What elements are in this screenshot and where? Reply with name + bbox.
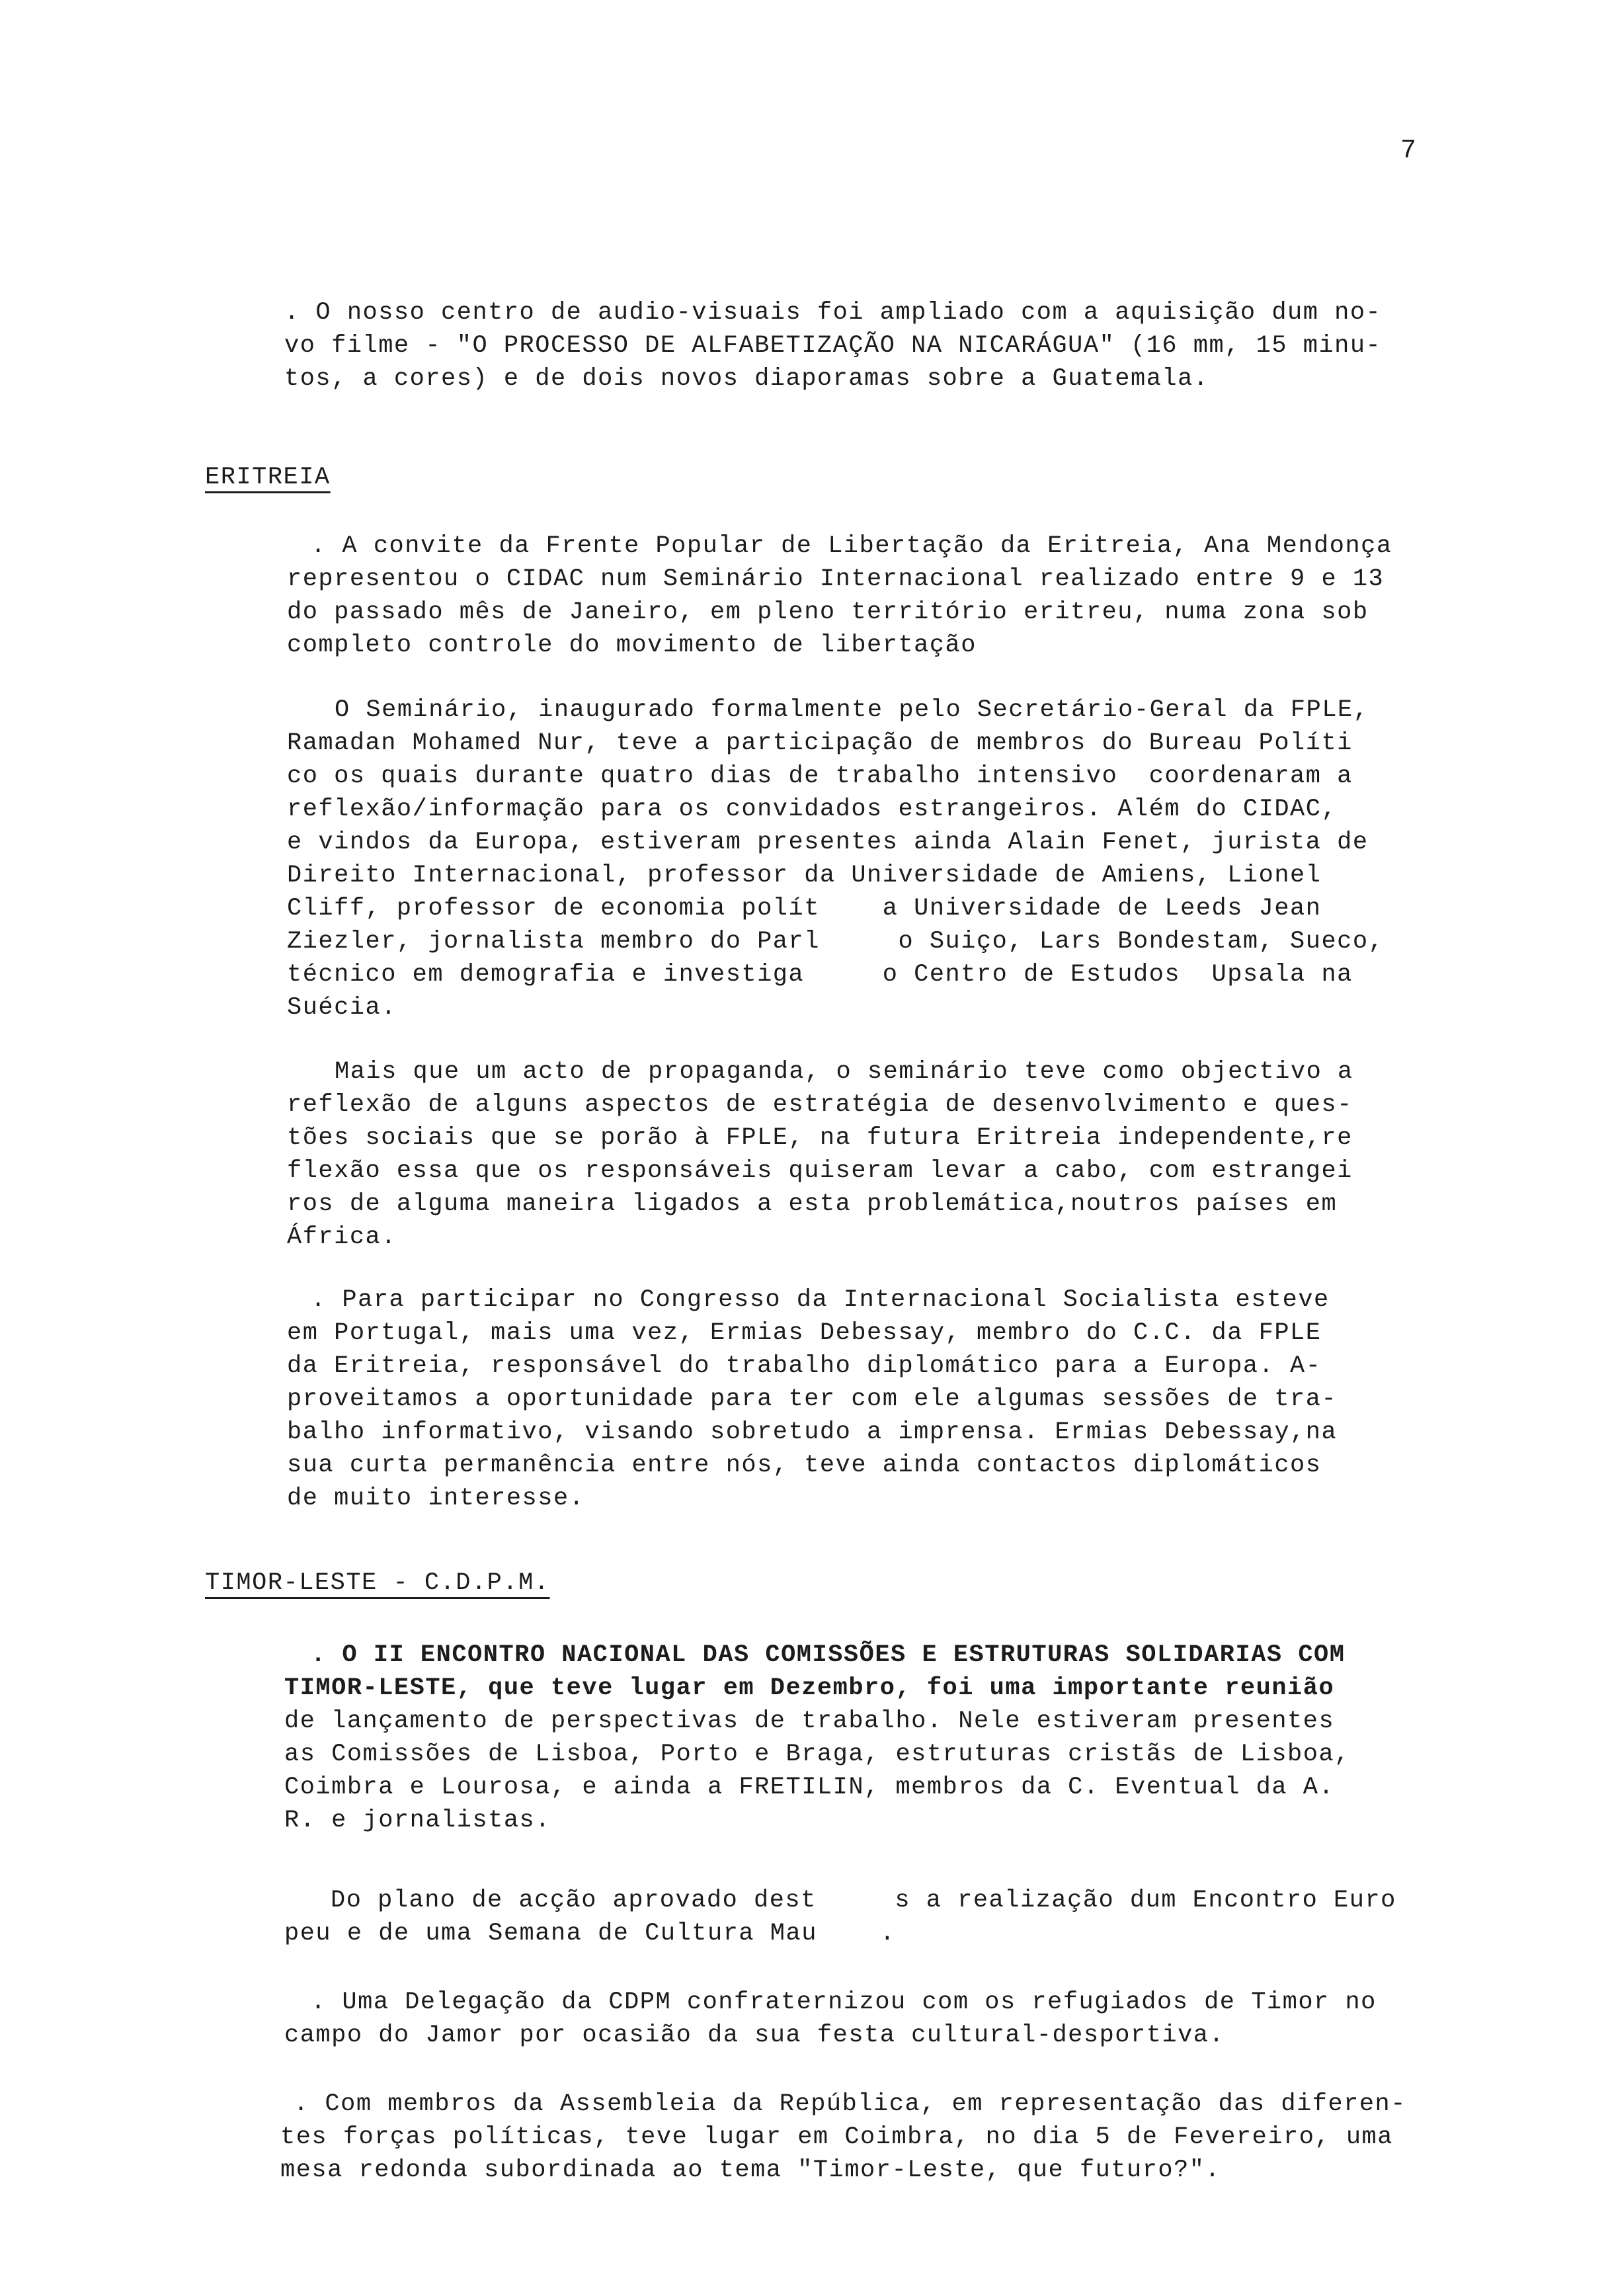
text-line: sua curta permanência entre nós, teve ainda contactos diplomáticos [287,1452,1322,1479]
text-line: em Portugal, mais uma vez, Ermias Debessay, membro do C.C. da FPLE [287,1319,1322,1347]
page-number: 7 [1400,136,1418,166]
text-line: tos, a cores) e de dois novos diaporamas sobre a Guatemala. [284,365,1209,393]
text-line: de lançamento de perspectivas de trabalho. Nele estiveram presentes [284,1707,1335,1735]
text-line: campo do Jamor por ocasião da sua festa cultural-desportiva. [284,2022,1225,2049]
text-line: O Seminário, inaugurado formalmente pelo Secretário-Geral da FPLE, [335,696,1369,724]
text-line: . Com membros da Assembleia da República, em representação das diferen- [294,2090,1406,2118]
text-line: tes forças políticas, teve lugar em Coimbra, no dia 5 de Fevereiro, uma [280,2123,1393,2151]
text-line: as Comissões de Lisboa, Porto e Braga, estruturas cristãs de Lisboa, [284,1741,1350,1768]
text-line: reflexão/informação para os convidados estrangeiros. Além do CIDAC, [287,796,1338,823]
text-line: Do plano de acção aprovado dest s a realização dum Encontro Euro [331,1887,1396,1914]
text-line: proveitamos a oportunidade para ter com ele algumas sessões de tra- [287,1385,1338,1413]
text-line: R. e jornalistas. [284,1807,551,1834]
section-heading-timor-leste: TIMOR-LESTE - C.D.P.M. [205,1569,550,1597]
text-line: técnico em demografia e investiga o Centro de Estudos Upsala na [287,961,1353,989]
text-line: representou o CIDAC num Seminário Internacional realizado entre 9 e 13 [287,565,1385,593]
text-line: completo controle do movimento de libertação [287,632,977,659]
text-line: peu e de uma Semana de Cultura Mau . [284,1920,896,1948]
text-line: Cliff, professor de economia polít a Universidade de Leeds Jean [287,895,1322,922]
text-line: Suécia. [287,994,397,1022]
section-heading-eritreia: ERITREIA [205,464,331,491]
text-line: tões sociais que se porão à FPLE, na futura Eritreia independente,re [287,1124,1353,1152]
text-line: balho informativo, visando sobretudo a imprensa. Ermias Debessay,na [287,1418,1338,1446]
text-line: . O nosso centro de audio-visuais foi ampliado com a aquisição dum no- [284,299,1382,327]
text-line: mesa redonda subordinada ao tema "Timor-Leste, que futuro?". [280,2156,1221,2184]
text-line: da Eritreia, responsável do trabalho diplomático para a Europa. A- [287,1352,1322,1380]
text-line: vo filme - "O PROCESSO DE ALFABETIZAÇÃO NA NICARÁGUA" (16 mm, 15 minu- [284,332,1382,360]
text-line: ros de alguma maneira ligados a esta problemática,noutros países em [287,1190,1338,1218]
text-line: Ramadan Mohamed Nur, teve a participação de membros do Bureau Políti [287,729,1353,757]
text-line: Mais que um acto de propaganda, o seminário teve como objectivo a [335,1058,1353,1086]
text-line: reflexão de alguns aspectos de estratégia de desenvolvimento e ques- [287,1091,1353,1119]
text-line: flexão essa que os responsáveis quiseram levar a cabo, com estrangei [287,1157,1353,1185]
text-line: . Para participar no Congresso da Internacional Socialista esteve [311,1286,1330,1314]
text-line: de muito interesse. [287,1485,585,1512]
text-line: . O II ENCONTRO NACIONAL DAS COMISSÕES E ESTRUTURAS SOLIDARIAS COM [311,1641,1346,1669]
text-line: Coimbra e Lourosa, e ainda a FRETILIN, membros da C. Eventual da A. [284,1774,1335,1801]
text-line: Ziezler, jornalista membro do Parl o Suiço, Lars Bondestam, Sueco, [287,928,1385,956]
text-line: Direito Internacional, professor da Universidade de Amiens, Lionel [287,862,1322,889]
text-line: e vindos da Europa, estiveram presentes ainda Alain Fenet, jurista de [287,829,1369,856]
text-line: . A convite da Frente Popular de Libertação da Eritreia, Ana Mendonça [311,532,1392,560]
text-line: TIMOR-LESTE, que teve lugar em Dezembro, foi uma importante reunião [284,1674,1335,1702]
text-line: do passado mês de Janeiro, em pleno território eritreu, numa zona sob [287,598,1369,626]
text-line: co os quais durante quatro dias de trabalho intensivo coordenaram a [287,762,1353,790]
text-line: . Uma Delegação da CDPM confraternizou com os refugiados de Timor no [311,1988,1377,2016]
text-line: África. [287,1223,397,1251]
